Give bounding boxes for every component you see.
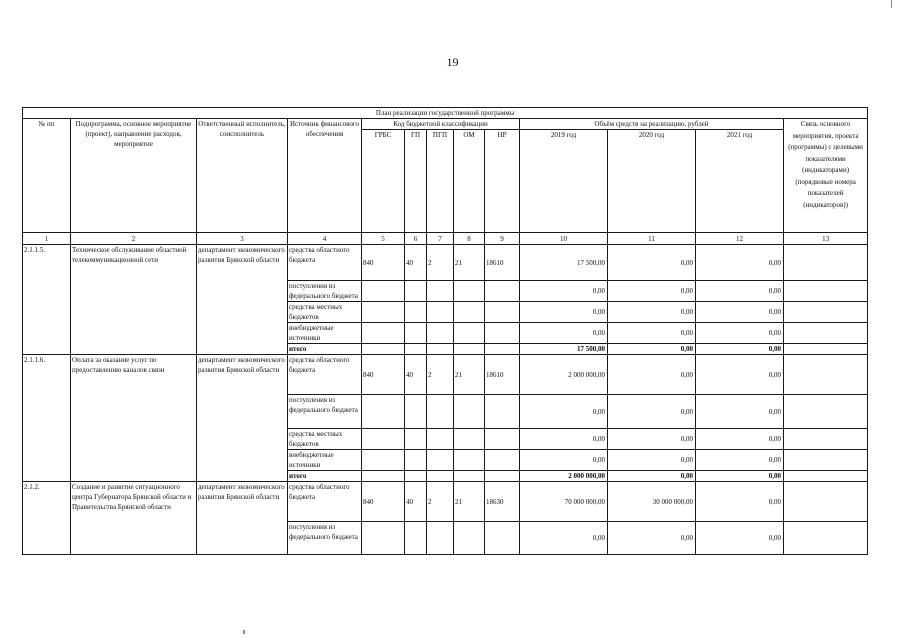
amount-2021: 0,00	[696, 429, 784, 450]
gp-code	[405, 344, 427, 355]
header-subprogram: Подпрограмма, основное мероприятие (проект), направление расходов, мероприятие	[71, 119, 197, 233]
header-2019: 2019 год	[520, 130, 608, 233]
amount-2019: 2 000 000,00	[520, 471, 608, 482]
indicator-link	[784, 323, 868, 344]
funding-source: внебюджетные источники	[288, 323, 362, 344]
funding-source: средства областного бюджета	[288, 245, 362, 281]
amount-2020: 0,00	[608, 344, 696, 355]
indicator-link	[784, 471, 868, 482]
funding-source: средства областного бюджета	[288, 355, 362, 395]
amount-2019: 0,00	[520, 395, 608, 429]
amount-2020: 0,00	[608, 323, 696, 344]
responsible-executor: департамент экономического развития Брянской области	[197, 482, 288, 555]
page-number: 19	[446, 55, 459, 69]
nr-code: 18610	[485, 245, 520, 281]
amount-2020: 0,00	[608, 281, 696, 302]
funding-source: поступления из федерального бюджета	[288, 281, 362, 302]
grbs-code: 840	[362, 355, 405, 395]
header-volume-group: Объём средств на реализацию, рублей	[520, 119, 784, 130]
nr-code	[485, 344, 520, 355]
pgp-code	[427, 281, 454, 302]
program-plan-table	[22, 107, 868, 555]
header-om: ОМ	[454, 130, 485, 233]
gp-code	[405, 281, 427, 302]
amount-2021: 0,00	[696, 522, 784, 555]
amount-2020: 30 000 000,00	[608, 482, 696, 522]
om-code	[454, 429, 485, 450]
amount-2021: 0,00	[696, 355, 784, 395]
amount-2019: 0,00	[520, 281, 608, 302]
om-code: 21	[454, 482, 485, 522]
gp-code: 40	[405, 355, 427, 395]
pgp-code: 2	[427, 482, 454, 522]
column-numbers-row	[23, 233, 868, 245]
column-number: 1	[23, 233, 71, 245]
table-row	[23, 482, 868, 522]
scan-edge-mark	[891, 0, 892, 8]
grbs-code: 840	[362, 482, 405, 522]
table-title: План реализации государственной программы	[23, 108, 868, 119]
indicator-link	[784, 522, 868, 555]
indicator-link	[784, 482, 868, 522]
amount-2021: 0,00	[696, 471, 784, 482]
gp-code	[405, 450, 427, 471]
header-num: № пп	[23, 119, 71, 233]
funding-source: средства местных бюджетов	[288, 429, 362, 450]
om-code	[454, 395, 485, 429]
amount-2020: 0,00	[608, 245, 696, 281]
amount-2021: 0,00	[696, 344, 784, 355]
column-number: 13	[784, 233, 868, 245]
amount-2019: 0,00	[520, 302, 608, 323]
gp-code	[405, 522, 427, 555]
column-number: 12	[696, 233, 784, 245]
nr-code	[485, 323, 520, 344]
grbs-code: 840	[362, 245, 405, 281]
item-number: 2.1.1.6.	[23, 355, 71, 482]
indicator-link	[784, 395, 868, 429]
header-link: Связь основного мероприятия, проекта (программы) с целевыми показателями (индикаторами) (порядковые номера показателей (индикаторов))	[784, 119, 868, 233]
om-code	[454, 281, 485, 302]
om-code	[454, 450, 485, 471]
amount-2021: 0,00	[696, 323, 784, 344]
item-name: Оплата за оказание услуг по предоставлению каналов связи	[71, 355, 197, 482]
column-number: 2	[71, 233, 197, 245]
header-2021: 2021 год	[696, 130, 784, 233]
grbs-code	[362, 302, 405, 323]
pgp-code	[427, 302, 454, 323]
amount-2019: 0,00	[520, 323, 608, 344]
grbs-code	[362, 395, 405, 429]
gp-code	[405, 471, 427, 482]
nr-code: 18610	[485, 355, 520, 395]
indicator-link	[784, 302, 868, 323]
indicator-link	[784, 450, 868, 471]
nr-code	[485, 429, 520, 450]
nr-code	[485, 395, 520, 429]
om-code	[454, 302, 485, 323]
header-gp: ГП	[405, 130, 427, 233]
table-row	[23, 245, 868, 281]
amount-2021: 0,00	[696, 281, 784, 302]
indicator-link	[784, 245, 868, 281]
item-number: 2.1.2.	[23, 482, 71, 555]
amount-2019: 70 000 000,00	[520, 482, 608, 522]
grbs-code	[362, 323, 405, 344]
column-number: 9	[485, 233, 520, 245]
indicator-link	[784, 344, 868, 355]
gp-code	[405, 429, 427, 450]
amount-2019: 17 500,00	[520, 245, 608, 281]
indicator-link	[784, 281, 868, 302]
header-pgp: ПГП	[427, 130, 454, 233]
om-code	[454, 522, 485, 555]
header-budget-code-group: Код бюджетной классификации	[362, 119, 520, 130]
amount-2020: 0,00	[608, 302, 696, 323]
header-grbs: ГРБС	[362, 130, 405, 233]
nr-code	[485, 522, 520, 555]
column-number: 4	[288, 233, 362, 245]
om-code	[454, 344, 485, 355]
total-label: итого	[288, 471, 362, 482]
funding-source: средства местных бюджетов	[288, 302, 362, 323]
nr-code	[485, 281, 520, 302]
indicator-link	[784, 355, 868, 395]
responsible-executor: департамент экономического развития Брянской области	[197, 355, 288, 482]
header-nr: НР	[485, 130, 520, 233]
amount-2020: 0,00	[608, 450, 696, 471]
amount-2021: 0,00	[696, 482, 784, 522]
amount-2019: 17 500,00	[520, 344, 608, 355]
funding-source: внебюджетные источники	[288, 450, 362, 471]
gp-code: 40	[405, 482, 427, 522]
nr-code: 18630	[485, 482, 520, 522]
gp-code	[405, 395, 427, 429]
pgp-code: 2	[427, 355, 454, 395]
amount-2021: 0,00	[696, 302, 784, 323]
amount-2021: 0,00	[696, 245, 784, 281]
amount-2020: 0,00	[608, 429, 696, 450]
header-source: Источник финансового обеспечения	[288, 119, 362, 233]
indicator-link	[784, 429, 868, 450]
funding-source: поступления из федерального бюджета	[288, 522, 362, 555]
pgp-code: 2	[427, 245, 454, 281]
grbs-code	[362, 471, 405, 482]
table-row	[23, 355, 868, 395]
om-code	[454, 323, 485, 344]
amount-2020: 0,00	[608, 471, 696, 482]
gp-code	[405, 302, 427, 323]
grbs-code	[362, 281, 405, 302]
grbs-code	[362, 429, 405, 450]
grbs-code	[362, 522, 405, 555]
header-2020: 2020 год	[608, 130, 696, 233]
column-number: 11	[608, 233, 696, 245]
column-number: 6	[405, 233, 427, 245]
amount-2019: 0,00	[520, 450, 608, 471]
total-label: итого	[288, 344, 362, 355]
pgp-code	[427, 395, 454, 429]
responsible-executor: департамент экономического развития Брянской области	[197, 245, 288, 355]
header-responsible: Ответственный исполнитель, соисполнитель	[197, 119, 288, 233]
pgp-code	[427, 344, 454, 355]
pgp-code	[427, 450, 454, 471]
amount-2020: 0,00	[608, 355, 696, 395]
nr-code	[485, 450, 520, 471]
column-number: 5	[362, 233, 405, 245]
item-number: 2.1.1.5.	[23, 245, 71, 355]
grbs-code	[362, 344, 405, 355]
item-name: Техническое обслуживание областной телекоммуникационной сети	[71, 245, 197, 355]
column-number: 3	[197, 233, 288, 245]
item-name: Создание и развитие ситуационного центра Губернатора Брянской области и Правительства Брянской области	[71, 482, 197, 555]
pgp-code	[427, 323, 454, 344]
om-code: 21	[454, 245, 485, 281]
gp-code: 40	[405, 245, 427, 281]
amount-2020: 0,00	[608, 522, 696, 555]
column-number: 7	[427, 233, 454, 245]
pgp-code	[427, 471, 454, 482]
column-number: 8	[454, 233, 485, 245]
pgp-code	[427, 522, 454, 555]
amount-2019: 0,00	[520, 429, 608, 450]
funding-source: поступления из федерального бюджета	[288, 395, 362, 429]
nr-code	[485, 471, 520, 482]
funding-source: средства областного бюджета	[288, 482, 362, 522]
gp-code	[405, 323, 427, 344]
grbs-code	[362, 450, 405, 471]
amount-2020: 0,00	[608, 395, 696, 429]
amount-2021: 0,00	[696, 450, 784, 471]
om-code: 21	[454, 355, 485, 395]
nr-code	[485, 302, 520, 323]
scan-mark	[243, 630, 245, 634]
amount-2019: 2 000 000,00	[520, 355, 608, 395]
column-number: 10	[520, 233, 608, 245]
om-code	[454, 471, 485, 482]
pgp-code	[427, 429, 454, 450]
amount-2021: 0,00	[696, 395, 784, 429]
amount-2019: 0,00	[520, 522, 608, 555]
